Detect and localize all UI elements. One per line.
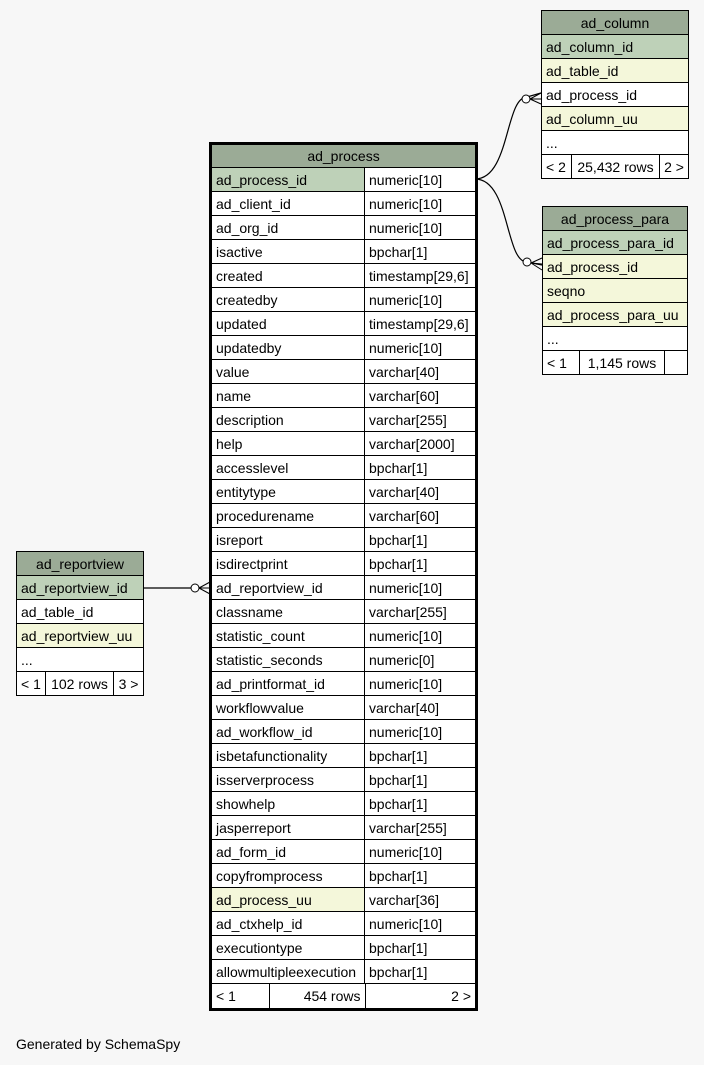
children-link[interactable]: 2 > — [365, 984, 475, 1008]
table-row[interactable] — [17, 600, 144, 624]
table-row[interactable] — [211, 528, 477, 552]
column-name[interactable]: ad_table_id — [17, 600, 144, 624]
column-name[interactable]: updatedby — [211, 336, 365, 360]
column-type: varchar[2000] — [365, 432, 477, 456]
column-type: numeric[10] — [365, 216, 477, 240]
column-name[interactable]: ad_process_uu — [211, 888, 365, 912]
table-title[interactable]: ad_reportview — [17, 552, 144, 576]
column-type: bpchar[1] — [365, 744, 477, 768]
column-name[interactable]: allowmultipleexecution — [211, 960, 365, 984]
table-row[interactable] — [211, 552, 477, 576]
generated-by-label: Generated by SchemaSpy — [16, 1036, 181, 1052]
edge-ad-process-para-to-ad-process — [475, 179, 542, 265]
column-name[interactable]: ad_reportview_uu — [17, 624, 144, 648]
column-name[interactable]: ad_process_id — [542, 83, 689, 107]
table-row[interactable] — [211, 624, 477, 648]
column-name[interactable]: executiontype — [211, 936, 365, 960]
column-name[interactable]: ad_table_id — [542, 59, 689, 83]
table-row[interactable] — [542, 107, 689, 131]
table-row[interactable] — [211, 792, 477, 816]
column-type: numeric[10] — [365, 672, 477, 696]
column-name[interactable]: statistic_seconds — [211, 648, 365, 672]
column-type: bpchar[1] — [365, 528, 477, 552]
table-row[interactable] — [543, 231, 688, 255]
table-title[interactable]: ad_column — [542, 11, 689, 35]
table-row[interactable] — [211, 816, 477, 840]
table-row[interactable] — [543, 255, 688, 279]
children-link[interactable]: 3 > — [114, 672, 144, 696]
row-count: 454 rows — [269, 984, 365, 1008]
table-row[interactable] — [211, 576, 477, 600]
column-name[interactable]: help — [211, 432, 365, 456]
column-type: varchar[255] — [365, 600, 477, 624]
column-name[interactable]: isreport — [211, 528, 365, 552]
table-row[interactable] — [211, 336, 477, 360]
column-name[interactable]: accesslevel — [211, 456, 365, 480]
table-row[interactable] — [211, 648, 477, 672]
column-name[interactable]: entitytype — [211, 480, 365, 504]
column-type: varchar[255] — [365, 408, 477, 432]
column-name[interactable]: statistic_count — [211, 624, 365, 648]
table-row[interactable] — [211, 672, 477, 696]
table-row[interactable] — [211, 744, 477, 768]
table-ad-column[interactable] — [541, 10, 689, 179]
column-name[interactable]: seqno — [543, 279, 688, 303]
column-type: numeric[10] — [365, 840, 477, 864]
table-row[interactable] — [211, 912, 477, 936]
table-row[interactable] — [211, 888, 477, 912]
column-type: bpchar[1] — [365, 960, 477, 984]
table-title[interactable]: ad_process_para — [543, 207, 688, 231]
column-type: bpchar[1] — [365, 864, 477, 888]
edge-ad-column-circle — [522, 95, 530, 103]
column-name[interactable]: ad_form_id — [211, 840, 365, 864]
column-name[interactable]: description — [211, 408, 365, 432]
table-ad-process-para[interactable] — [542, 206, 688, 375]
column-type: numeric[10] — [365, 336, 477, 360]
column-name[interactable]: showhelp — [211, 792, 365, 816]
table-row[interactable] — [211, 936, 477, 960]
table-row[interactable] — [542, 35, 689, 59]
footer-cell — [211, 984, 477, 1010]
edge-ad-process-para-crowfoot — [531, 258, 542, 270]
column-name[interactable]: ad_process_para_id — [543, 231, 688, 255]
column-name[interactable]: ad_column_uu — [542, 107, 689, 131]
column-type: numeric[10] — [365, 288, 477, 312]
table-row[interactable] — [543, 303, 688, 327]
table-row[interactable] — [542, 131, 689, 155]
table-row[interactable] — [543, 279, 688, 303]
column-name[interactable]: isserverprocess — [211, 768, 365, 792]
table-row[interactable] — [211, 240, 477, 264]
column-type: bpchar[1] — [365, 768, 477, 792]
table-row[interactable] — [17, 576, 144, 600]
column-type: numeric[10] — [365, 192, 477, 216]
table-row[interactable] — [211, 480, 477, 504]
table-row[interactable] — [211, 168, 477, 192]
table-footer — [542, 155, 689, 179]
column-type: varchar[255] — [365, 816, 477, 840]
column-name[interactable]: ... — [17, 648, 144, 672]
column-name[interactable]: ad_ctxhelp_id — [211, 912, 365, 936]
column-name[interactable]: ... — [542, 131, 689, 155]
column-name[interactable]: ad_process_id — [543, 255, 688, 279]
column-name[interactable]: ad_client_id — [211, 192, 365, 216]
column-name[interactable]: ad_reportview_id — [211, 576, 365, 600]
column-name[interactable]: updated — [211, 312, 365, 336]
table-row[interactable] — [211, 600, 477, 624]
column-type: varchar[60] — [365, 504, 477, 528]
column-name[interactable]: isactive — [211, 240, 365, 264]
column-name[interactable]: ad_column_id — [542, 35, 689, 59]
row-count: 102 rows — [46, 672, 114, 696]
table-row[interactable] — [211, 216, 477, 240]
column-name[interactable]: created — [211, 264, 365, 288]
table-ad-reportview[interactable] — [16, 551, 144, 696]
column-name[interactable]: isdirectprint — [211, 552, 365, 576]
column-name[interactable]: classname — [211, 600, 365, 624]
table-row[interactable] — [211, 288, 477, 312]
table-row[interactable] — [211, 696, 477, 720]
table-row[interactable] — [543, 327, 688, 351]
column-name[interactable]: jasperreport — [211, 816, 365, 840]
children-link[interactable]: 2 > — [660, 155, 689, 179]
table-title[interactable]: ad_process — [211, 144, 477, 168]
edge-ad-reportview-circle — [191, 584, 199, 592]
column-type: varchar[40] — [365, 696, 477, 720]
table-row[interactable] — [211, 456, 477, 480]
table-row[interactable] — [211, 312, 477, 336]
footer-table — [212, 984, 475, 1008]
parents-link[interactable]: < 2 — [542, 155, 572, 179]
column-name[interactable]: ... — [543, 327, 688, 351]
column-type: bpchar[1] — [365, 792, 477, 816]
parents-link[interactable]: < 1 — [543, 351, 580, 375]
parents-link[interactable]: < 1 — [17, 672, 46, 696]
column-type: varchar[40] — [365, 480, 477, 504]
column-type: varchar[36] — [365, 888, 477, 912]
column-type: numeric[10] — [365, 720, 477, 744]
column-type: numeric[10] — [365, 912, 477, 936]
table-footer — [211, 984, 477, 1010]
edge-ad-column-to-ad-process — [475, 93, 541, 179]
row-count: 25,432 rows — [572, 155, 660, 179]
column-type: varchar[40] — [365, 360, 477, 384]
table-row[interactable] — [211, 408, 477, 432]
table-footer — [543, 351, 688, 375]
column-name[interactable]: name — [211, 384, 365, 408]
column-type: varchar[60] — [365, 384, 477, 408]
table-row[interactable] — [17, 648, 144, 672]
column-name[interactable]: value — [211, 360, 365, 384]
table-row[interactable] — [211, 192, 477, 216]
column-type: numeric[10] — [365, 576, 477, 600]
column-name[interactable]: ad_workflow_id — [211, 720, 365, 744]
column-type: bpchar[1] — [365, 936, 477, 960]
table-row[interactable] — [211, 840, 477, 864]
table-row[interactable] — [17, 624, 144, 648]
column-name[interactable]: ad_printformat_id — [211, 672, 365, 696]
table-row[interactable] — [542, 83, 689, 107]
column-name[interactable]: workflowvalue — [211, 696, 365, 720]
column-type: bpchar[1] — [365, 552, 477, 576]
table-footer — [17, 672, 144, 696]
column-name[interactable]: procedurename — [211, 504, 365, 528]
column-type: numeric[10] — [365, 168, 477, 192]
table-row[interactable] — [542, 59, 689, 83]
table-row[interactable] — [211, 720, 477, 744]
column-name[interactable]: ad_org_id — [211, 216, 365, 240]
column-type: numeric[0] — [365, 648, 477, 672]
table-row[interactable] — [211, 504, 477, 528]
table-row[interactable] — [211, 960, 477, 984]
table-row[interactable] — [211, 432, 477, 456]
column-name[interactable]: ad_process_para_uu — [543, 303, 688, 327]
column-type: bpchar[1] — [365, 240, 477, 264]
column-name[interactable]: ad_process_id — [211, 168, 365, 192]
column-type: bpchar[1] — [365, 456, 477, 480]
column-name[interactable]: copyfromprocess — [211, 864, 365, 888]
column-name[interactable]: isbetafunctionality — [211, 744, 365, 768]
column-name[interactable]: createdby — [211, 288, 365, 312]
table-row[interactable] — [211, 864, 477, 888]
children-link[interactable] — [665, 351, 688, 375]
edge-ad-process-para-circle — [523, 258, 531, 266]
column-type: numeric[10] — [365, 624, 477, 648]
table-row[interactable] — [211, 768, 477, 792]
column-name[interactable]: ad_reportview_id — [17, 576, 144, 600]
parents-link[interactable]: < 1 — [212, 984, 269, 1008]
table-row[interactable] — [211, 384, 477, 408]
column-type: timestamp[29,6] — [365, 264, 477, 288]
table-row[interactable] — [211, 264, 477, 288]
column-type: timestamp[29,6] — [365, 312, 477, 336]
table-row[interactable] — [211, 360, 477, 384]
row-count: 1,145 rows — [580, 351, 665, 375]
table-ad-process[interactable] — [209, 142, 478, 1011]
